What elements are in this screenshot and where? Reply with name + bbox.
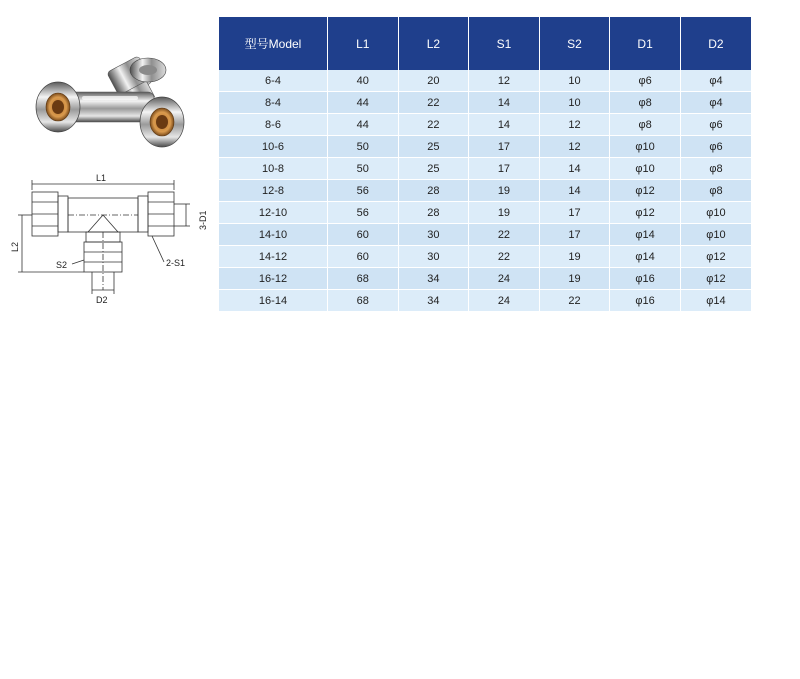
cell-l2: 25 (398, 136, 469, 158)
cell-d1: φ16 (610, 290, 681, 312)
cell-d2: φ4 (680, 70, 751, 92)
cell-l1: 56 (328, 202, 399, 224)
cell-l2: 20 (398, 70, 469, 92)
drawing-label-d1: 3-D1 (198, 210, 208, 230)
cell-d1: φ10 (610, 158, 681, 180)
cell-model: 12-10 (219, 202, 328, 224)
drawing-label-s1: 2-S1 (166, 258, 186, 268)
column-header-s1: S1 (469, 17, 540, 70)
cell-model: 8-6 (219, 114, 328, 136)
cell-s2: 12 (539, 136, 610, 158)
cell-s1: 17 (469, 136, 540, 158)
cell-model: 8-4 (219, 92, 328, 114)
cell-s1: 22 (469, 224, 540, 246)
table-row (219, 246, 751, 268)
cell-model: 16-12 (219, 268, 328, 290)
cell-s1: 14 (469, 114, 540, 136)
cell-l2: 28 (398, 202, 469, 224)
cell-d2: φ8 (680, 180, 751, 202)
table-row (219, 202, 751, 224)
table-row (219, 114, 751, 136)
cell-d2: φ6 (680, 114, 751, 136)
cell-l1: 60 (328, 224, 399, 246)
table-row (219, 136, 751, 158)
cell-d2: φ6 (680, 136, 751, 158)
cell-l1: 40 (328, 70, 399, 92)
cell-s1: 22 (469, 246, 540, 268)
cell-s2: 10 (539, 92, 610, 114)
cell-l2: 30 (398, 246, 469, 268)
cell-l1: 56 (328, 180, 399, 202)
cell-l1: 44 (328, 92, 399, 114)
cell-s2: 17 (539, 202, 610, 224)
cell-model: 10-8 (219, 158, 328, 180)
cell-l2: 30 (398, 224, 469, 246)
cell-s1: 12 (469, 70, 540, 92)
table-row (219, 224, 751, 246)
cell-l1: 68 (328, 290, 399, 312)
cell-s2: 14 (539, 158, 610, 180)
cell-s1: 24 (469, 290, 540, 312)
table-row (219, 70, 751, 92)
cell-l2: 34 (398, 290, 469, 312)
column-header-model: 型号Model (219, 17, 328, 70)
cell-d2: φ4 (680, 92, 751, 114)
cell-l2: 34 (398, 268, 469, 290)
cell-d2: φ10 (680, 202, 751, 224)
cell-s1: 19 (469, 202, 540, 224)
tee-dimension-drawing (10, 172, 210, 310)
cell-l1: 60 (328, 246, 399, 268)
cell-l2: 22 (398, 92, 469, 114)
cell-d1: φ14 (610, 246, 681, 268)
drawing-label-s2: S2 (56, 260, 68, 270)
cell-s2: 14 (539, 180, 610, 202)
table-row (219, 268, 751, 290)
cell-s2: 10 (539, 70, 610, 92)
cell-model: 16-14 (219, 290, 328, 312)
cell-s1: 17 (469, 158, 540, 180)
column-header-l1: L1 (328, 17, 399, 70)
cell-l1: 50 (328, 158, 399, 180)
cell-model: 10-6 (219, 136, 328, 158)
column-header-d1: D1 (610, 17, 681, 70)
cell-d2: φ12 (680, 246, 751, 268)
column-header-l2: L2 (398, 17, 469, 70)
cell-l2: 25 (398, 158, 469, 180)
cell-s2: 19 (539, 268, 610, 290)
cell-l1: 50 (328, 136, 399, 158)
cell-s1: 19 (469, 180, 540, 202)
cell-d1: φ12 (610, 180, 681, 202)
cell-d1: φ8 (610, 114, 681, 136)
cell-d2: φ12 (680, 268, 751, 290)
cell-d2: φ8 (680, 158, 751, 180)
cell-l2: 22 (398, 114, 469, 136)
drawing-label-d2: D2 (96, 295, 108, 305)
cell-model: 14-10 (219, 224, 328, 246)
cell-d1: φ14 (610, 224, 681, 246)
cell-d1: φ16 (610, 268, 681, 290)
cell-d1: φ12 (610, 202, 681, 224)
column-header-d2: D2 (680, 17, 751, 70)
spec-table (219, 17, 751, 312)
cell-l1: 68 (328, 268, 399, 290)
cell-s2: 17 (539, 224, 610, 246)
cell-model: 6-4 (219, 70, 328, 92)
cell-l2: 28 (398, 180, 469, 202)
cell-model: 12-8 (219, 180, 328, 202)
cell-s2: 19 (539, 246, 610, 268)
cell-d2: φ14 (680, 290, 751, 312)
column-header-s2: S2 (539, 17, 610, 70)
table-row (219, 158, 751, 180)
cell-s2: 12 (539, 114, 610, 136)
table-row (219, 180, 751, 202)
cell-d1: φ8 (610, 92, 681, 114)
cell-s1: 24 (469, 268, 540, 290)
table-row (219, 290, 751, 312)
tee-fitting-photo (24, 52, 186, 162)
table-header-row (219, 17, 751, 70)
drawing-label-l1: L1 (96, 173, 107, 183)
drawing-label-l2: L2 (10, 241, 20, 252)
cell-s1: 14 (469, 92, 540, 114)
table-row (219, 92, 751, 114)
cell-model: 14-12 (219, 246, 328, 268)
cell-d2: φ10 (680, 224, 751, 246)
cell-s2: 22 (539, 290, 610, 312)
cell-d1: φ6 (610, 70, 681, 92)
cell-l1: 44 (328, 114, 399, 136)
cell-d1: φ10 (610, 136, 681, 158)
